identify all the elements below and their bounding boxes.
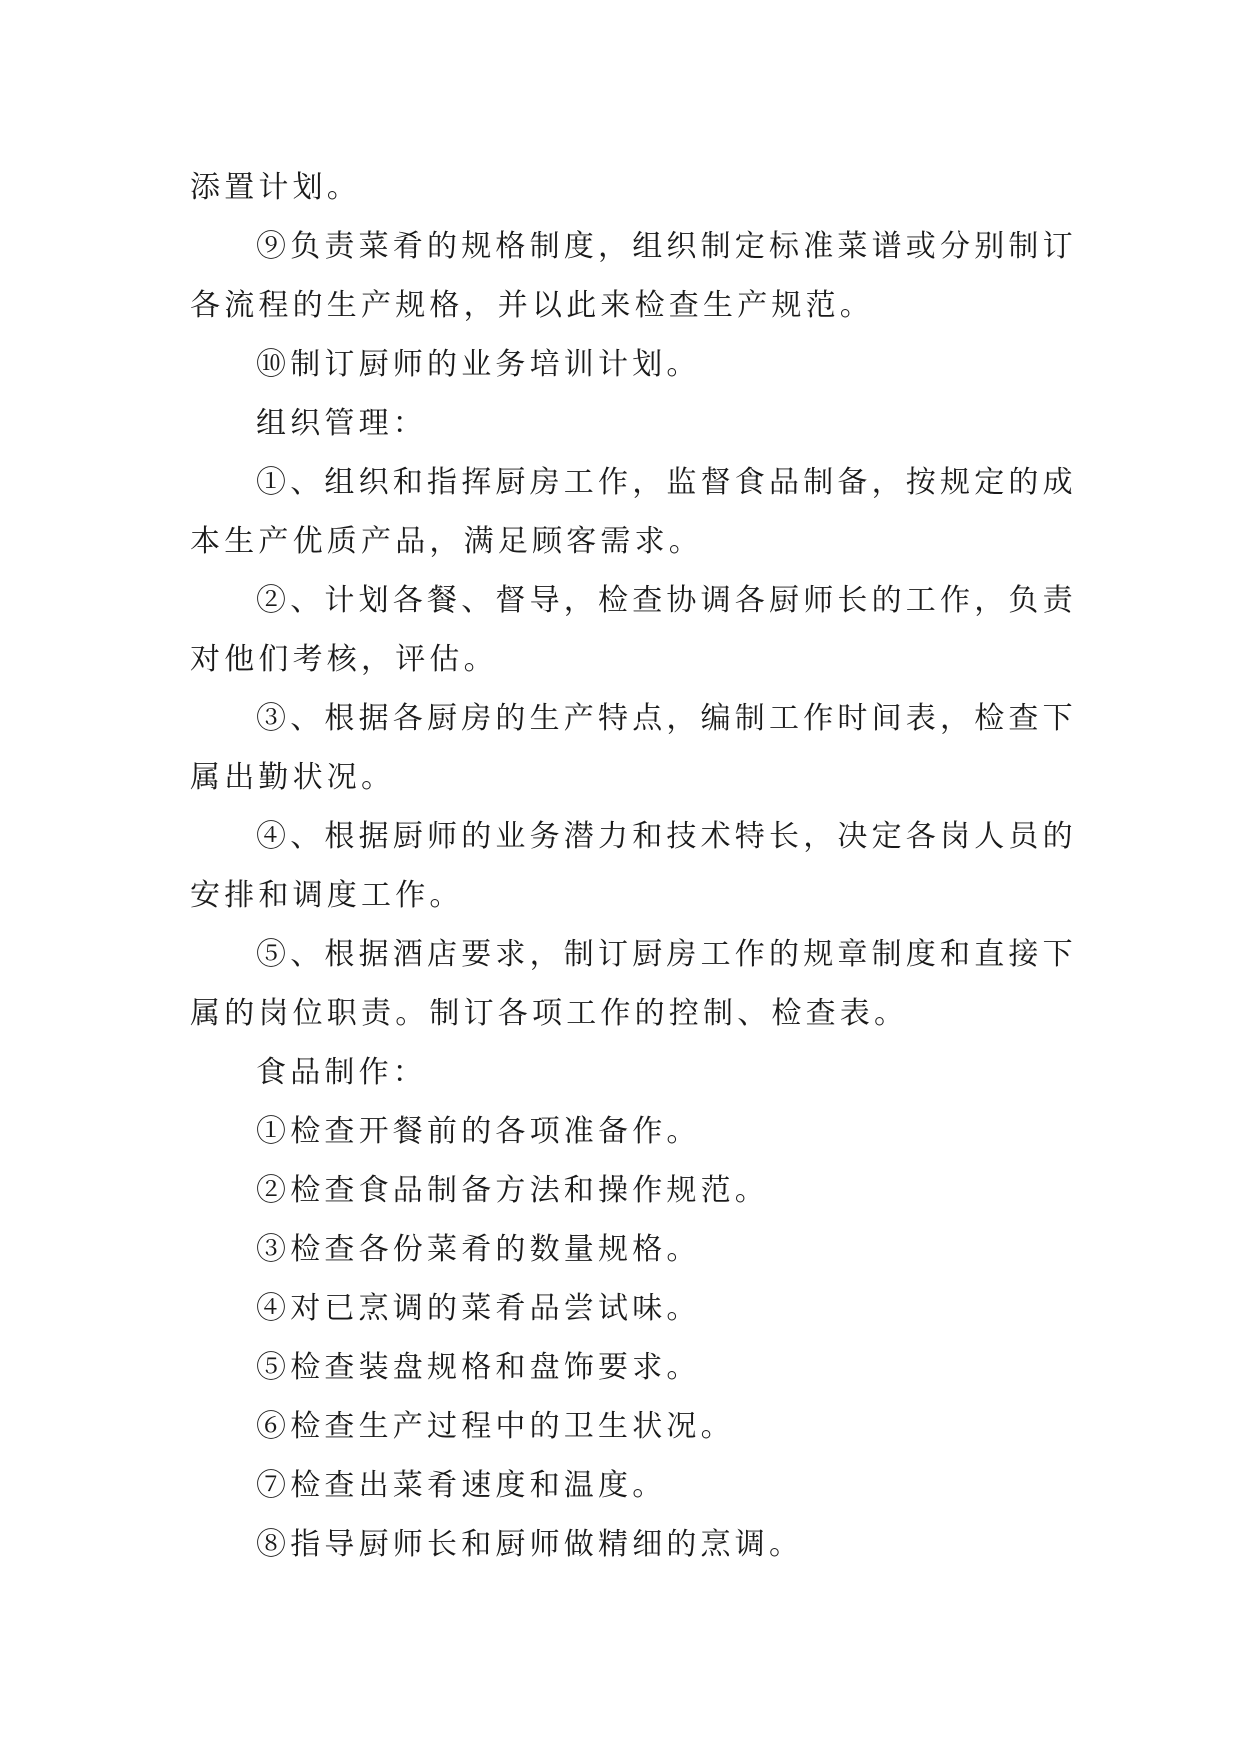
text-line: 各流程的生产规格，并以此来检查生产规范。	[190, 288, 874, 323]
text-line: 对他们考核，评估。	[190, 642, 498, 677]
text-line: ⑩制订厨师的业务培训计划。	[256, 347, 701, 382]
text-line: ⑨负责菜肴的规格制度，组织制定标准菜谱或分别制订	[256, 229, 1077, 264]
list-item: ⑦检查出菜肴速度和温度。	[256, 1468, 667, 1503]
section-heading: 食品制作：	[256, 1055, 427, 1090]
text-line: ⑤、根据酒店要求，制订厨房工作的规章制度和直接下	[256, 937, 1077, 972]
text-line: ②、计划各餐、督导，检查协调各厨师长的工作，负责	[256, 583, 1077, 618]
list-item: ④对已烹调的菜肴品尝试味。	[256, 1291, 701, 1326]
list-item: ②检查食品制备方法和操作规范。	[256, 1173, 769, 1208]
list-item: ⑥检查生产过程中的卫生状况。	[256, 1409, 735, 1444]
text-line: 属出勤状况。	[190, 760, 396, 795]
text-line: 安排和调度工作。	[190, 878, 464, 913]
section-heading: 组织管理：	[256, 406, 427, 441]
text-line: ①、组织和指挥厨房工作，监督食品制备，按规定的成	[256, 465, 1077, 500]
text-line: 本生产优质产品，满足顾客需求。	[190, 524, 703, 559]
text-line: ④、根据厨师的业务潜力和技术特长，决定各岗人员的	[256, 819, 1077, 854]
text-line: ③、根据各厨房的生产特点，编制工作时间表，检查下	[256, 701, 1077, 736]
list-item: ⑤检查装盘规格和盘饰要求。	[256, 1350, 701, 1385]
list-item: ①检查开餐前的各项准备作。	[256, 1114, 701, 1149]
text-line: 属的岗位职责。制订各项工作的控制、检查表。	[190, 996, 909, 1031]
text-line: 添置计划。	[190, 170, 361, 205]
list-item: ③检查各份菜肴的数量规格。	[256, 1232, 701, 1267]
document-body	[190, 158, 1077, 1574]
list-item: ⑧指导厨师长和厨师做精细的烹调。	[256, 1527, 804, 1562]
